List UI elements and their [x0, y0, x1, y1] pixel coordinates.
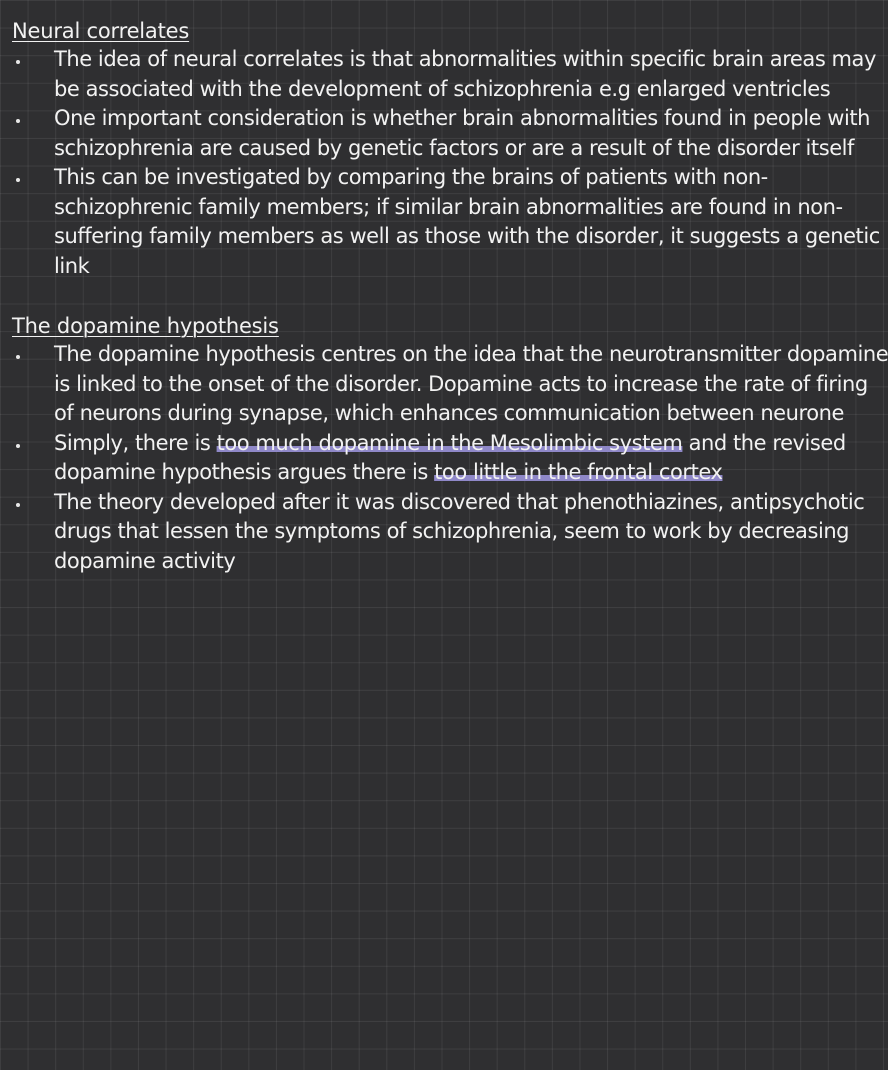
- bullet-dot-icon: [16, 60, 20, 64]
- text-line: The idea of neural correlates is that abnormalities within specific brain areas may: [54, 47, 876, 71]
- bullet-dot-icon: [16, 444, 20, 448]
- bullet-item: [12, 163, 880, 281]
- text-line: [54, 458, 812, 488]
- text-segment: and the revised: [682, 430, 846, 455]
- text-line: of neurons during synapse, which enhances communication between neurone: [54, 401, 844, 425]
- text-line: The dopamine hypothesis centres on the idea that the neurotransmitter dopamine: [54, 342, 888, 366]
- highlighted-text: too much dopamine in the Mesolimbic system: [216, 430, 683, 455]
- text-line: suffering family members as well as those with the disorder, it suggests a genetic: [54, 224, 880, 248]
- text-line: schizophrenia are caused by genetic factors or are a result of the disorder itself: [54, 135, 855, 160]
- section-neural-correlates: [12, 18, 880, 281]
- bullet-dot-icon: [16, 503, 20, 507]
- text-line: [54, 429, 846, 459]
- bullet-dot-icon: [16, 355, 20, 359]
- text-line: drugs that lessen the symptoms of schizophrenia, seem to work by decreasing: [54, 519, 850, 543]
- bullet-item: [12, 104, 871, 163]
- text-line: This can be investigated by comparing the brains of patients with non-: [54, 165, 768, 189]
- text-line: One important consideration is whether brain abnormalities found in people with: [54, 106, 871, 130]
- bullet-item: [12, 340, 888, 429]
- section-dopamine-hypothesis: [12, 313, 888, 576]
- text-line: be associated with the development of schizophrenia e.g enlarged ventricles: [54, 76, 831, 101]
- bullet-dot-icon: [16, 119, 20, 123]
- text-line: dopamine activity: [54, 548, 236, 573]
- bullet-item: [12, 45, 876, 104]
- text-line: schizophrenic family members; if similar brain abnormalities are found in non-: [54, 194, 843, 219]
- text-segment: Simply, there is: [54, 430, 217, 455]
- section-heading: Neural correlates: [12, 19, 190, 43]
- bullet-dot-icon: [16, 178, 20, 182]
- section-heading: The dopamine hypothesis: [12, 314, 279, 338]
- text-segment: dopamine hypothesis argues there is: [54, 460, 435, 484]
- text-line: link: [54, 253, 90, 278]
- text-line: The theory developed after it was discovered that phenothiazines, antipsychotic: [54, 489, 865, 514]
- bullet-item: [12, 488, 865, 577]
- text-line: is linked to the onset of the disorder. Dopamine acts to increase the rate of firing: [54, 371, 868, 396]
- bullet-item: [12, 429, 846, 488]
- highlighted-text: too little in the frontal cortex: [434, 460, 723, 484]
